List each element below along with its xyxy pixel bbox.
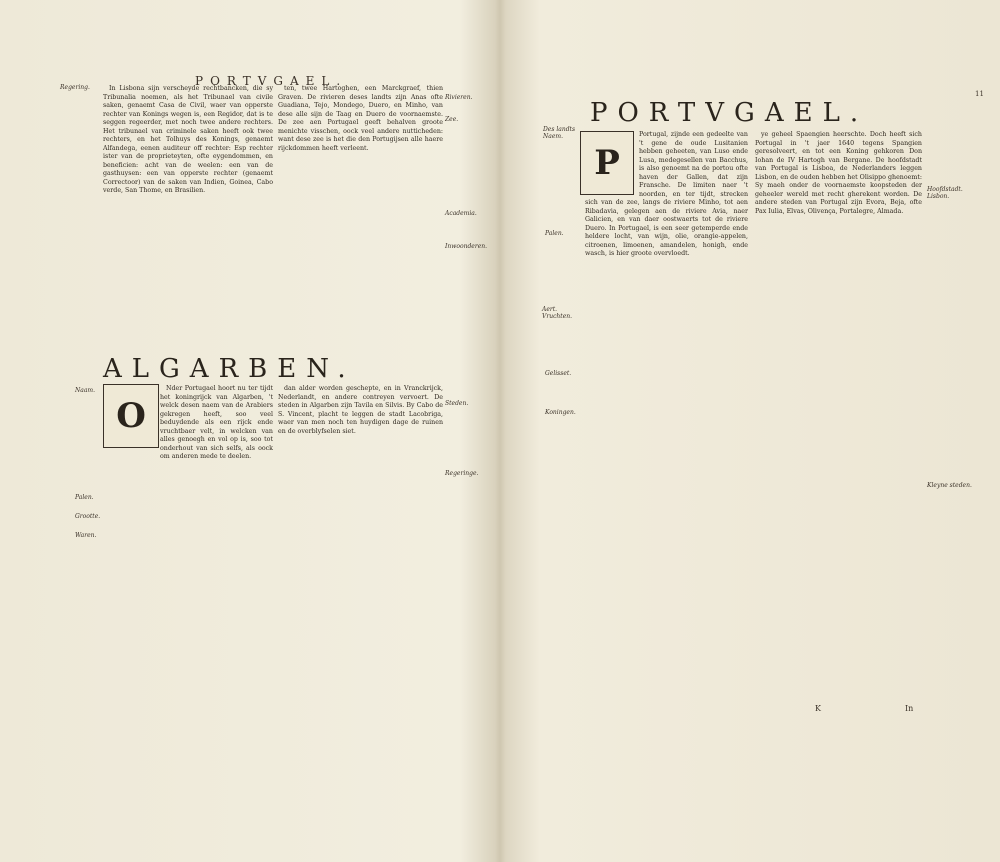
margin-note: Kleyne steden. — [927, 482, 972, 489]
paragraph: dan alder worden geschepte, en in Vranckrijck, Nederlandt, en andere contreyen vervoert. De steden in Algarben zijn Tavila en Silvis. By Cabo de S. Vincent, placht te leggen de stadt Lacobriga, waer van men noch ten huydigen dage de ruinen en de overblyfselen siet. — [278, 385, 443, 435]
margin-note: Naam. — [75, 387, 96, 394]
margin-note: Zee. — [445, 116, 459, 123]
margin-note: Hoofdstadt. Lisbon. — [927, 186, 963, 200]
right-page — [505, 0, 1000, 862]
margin-note: Inwoonderen. — [445, 243, 488, 250]
margin-note: Des landts Naem. — [543, 126, 576, 140]
initial-spacer — [585, 131, 639, 195]
margin-note: Waren. — [75, 532, 97, 539]
margin-note: Regeringe. — [445, 470, 479, 477]
decorated-initial: P — [580, 131, 634, 195]
margin-note: Grootte. — [75, 513, 101, 520]
margin-note: Rivieren. — [445, 94, 473, 101]
paragraph: Portugal, zijnde een gedeelte van 't gene de oude Lusitanien hebben geheeten, van Luso ende Lusa, medegesellen van Bacchus, is also genoemt na de portou ofte haven der Gallen, dat zijn Fransche. De limiten naer 't noorden, en ter tijdt, strecken sich van de zee, langs de riviere Minho, tot aen Ribadavia, gelegen aen de riviere Avia, naer Galicien, en van daer oostwaerts tot de riviere Duero. In Portugael, is een seer getemperde ende heldere locht, van wijn, olie, orangie-appelen, citroenen, limoenen, amandelen, honigh, ende wasch, is hier groote overvloedt. — [585, 131, 748, 257]
right-column-2 — [755, 131, 922, 691]
margin-note: Palen. — [75, 494, 94, 501]
paragraph: In Lisbona sijn verscheyde rechtbancken, die sy Tribunalia noemen, als het Tribunael van civile saken, genaemt Casa de Civil, waer van opperste rechter van Konings wegen is, een Regidor, dat is te seggen regeerder, met noch twee andere rechters. Het tribunael van criminele saken heeft ook twee rechters, en het Tolhuys des Konings, genaemt Alfandega, eenen auditeur off rechter: Esp rechter ister van de proprieteyten, ofte eygendommen, en beneficien: acht van de weelen: een van de gasthuysen: een van opperste rechter (genaemt Correctoor) van de saken van Indien, Goinea, Cabo verde, San Thome, en Brasilien. — [103, 85, 273, 194]
margin-note: Gelisset. — [545, 370, 572, 377]
paragraph: ten, twee Hartoghen, een Marckgraef, thien Graven. De rivieren deses landts zijn Anas ofte Guadiana, Tejo, Mondego, Duero, en Minho, van dese alle sijn de Taag en Duero de voornaemste. De zee aen Portugael geeft behalven groote menichte visschen, oock veel andere nutticheden: want dese zee is het die den Portugijsen alle haere rijckdommen heeft verleent. — [278, 85, 443, 152]
margin-note: Koningen. — [545, 409, 576, 416]
left-running-head: PORTVGAEL. — [195, 74, 348, 88]
section-heading: ALGARBEN. — [103, 354, 356, 384]
page-number: 11 — [975, 90, 984, 98]
decorated-initial: O — [103, 384, 159, 448]
paragraph: Nder Portugael hoort nu ter tijdt het koningrijck van Algarben, 't welck desen naem van de Arabiers gekregen heeft, soo veel beduydende als een rijck ende vruchtbaer velt, in welcken van alles genoegh en vol op is, soo tot onderhout van sich selfs, als oock om anderen mede te deelen. — [160, 385, 273, 460]
algarben-column-2 — [278, 385, 443, 571]
right-running-head: PORTVGAEL. — [590, 98, 869, 128]
margin-note: Regering. — [60, 84, 90, 91]
paragraph: ye geheel Spaengien heerschte. Doch heeft sich Portugal in 't jaer 1640 tegens Spangien geresolveert, en tot een Koning gehkoren Don Iohan de IV Hartogh van Bergane. De hoofdstadt van Portugal is Lisboa, de Nederlanders leggen Lisbon, en de ouden hebben het Olisippo ghenoemt: Sy maeh onder de voornaemste koopsteden der geheeler wereld met recht gherekent worden. De andere steden van Portugal zijn Evora, Beja, ofte Pax Iulia, Elvas, Olivença, Portalegre, Almada. — [755, 131, 922, 215]
margin-note: Aert. Vruchten. — [542, 306, 573, 320]
catchword: In — [905, 704, 914, 713]
right-column-1 — [585, 131, 748, 691]
left-page — [0, 0, 495, 862]
left-column-2 — [278, 85, 443, 313]
algarben-column-1b — [103, 452, 273, 572]
left-column-1 — [103, 85, 273, 313]
signature-mark: K — [815, 704, 821, 713]
margin-note: Palen. — [545, 230, 564, 237]
margin-note: Steden. — [445, 400, 469, 407]
margin-note: Academia. — [445, 210, 477, 217]
algarben-column-1a — [160, 385, 273, 460]
